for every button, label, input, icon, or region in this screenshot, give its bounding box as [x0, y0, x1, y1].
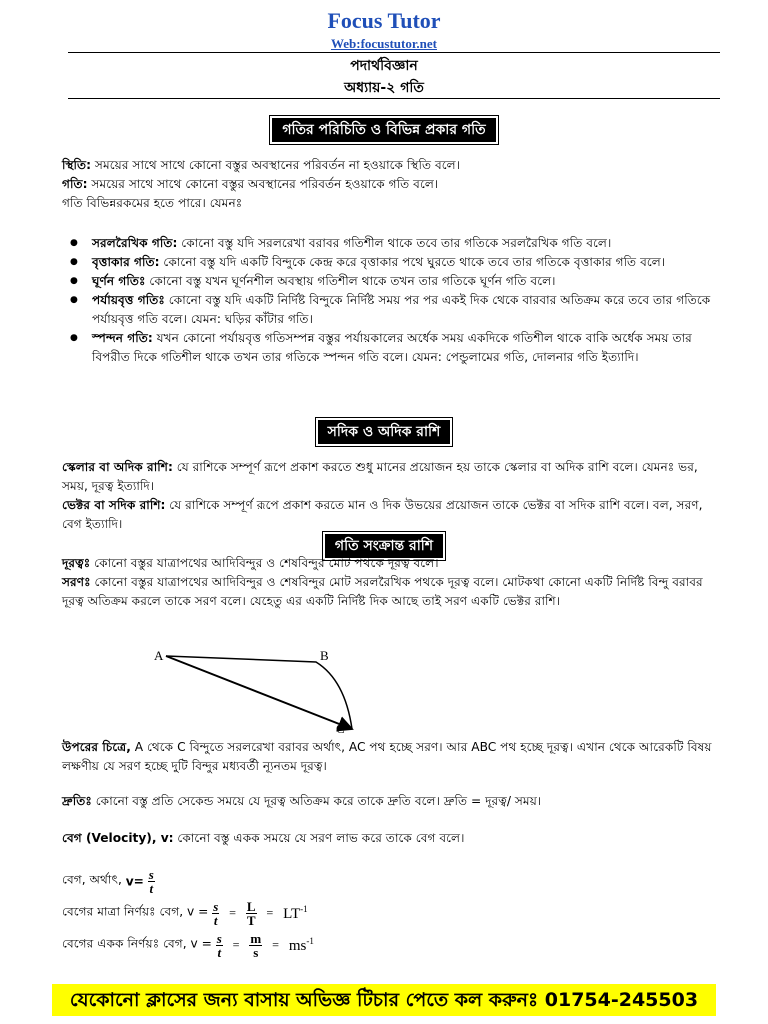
fraction-denominator: t — [217, 945, 222, 960]
fraction-numerator: m — [250, 931, 262, 946]
def-displacement: কোনো বস্তুর যাত্রাপথের আদিবিন্দুর ও শেষবিন্দুর মোট সরলরৈখিক পথকে দূরত্ব বলে। মোটকথা কোনো একটি নির্দিষ্ট বিন্দু বরাবর দূরত্ব অতিক্রম করলে তাকে সরণ বলে। যেহেতু এর একটি নির্দিষ্ট দিক আছে তাই সরণ একটি ভেক্টর রাশি। — [62, 575, 703, 608]
point-c-label: C — [336, 721, 345, 736]
list-item-term: ঘূর্ণন গতিঃ — [92, 274, 146, 288]
def-distance: কোনো বস্তুর যাত্রাপথের আদিবিন্দুর ও শেষবিন্দুর মোট পথকে দূরত্ব বলে। — [90, 556, 439, 570]
list-item-term: বৃত্তাকার গতি: — [92, 255, 160, 269]
equals-sign: = — [232, 938, 240, 952]
displacement-diagram — [140, 640, 380, 740]
list-item-text: কোনো বস্তু যদি সরলরেখা বরাবর গতিশীল থাকে তবে তার গতিকে সরলরৈখিক গতি বলে। — [177, 236, 612, 250]
def-vector: যে রাশিকে সম্পূর্ণ রূপে প্রকাশ করতে মান ও দিক উভয়ের প্রয়োজন তাকে ভেক্টর বা সদিক রাশি বলে। বল, সরণ, বেগ ইত্যাদি। — [62, 498, 703, 531]
unit-base: ms — [288, 938, 307, 954]
fraction-numerator: s — [148, 867, 154, 882]
fraction-s-over-t — [212, 900, 219, 927]
formula3-prefix: বেগের একক নির্ণয়ঃ বেগ, v = — [62, 936, 216, 951]
term-distance: দূরত্বঃ — [62, 556, 91, 570]
term-motion: গতি: — [62, 177, 88, 191]
list-item — [62, 272, 722, 291]
term-velocity: বেগ (Velocity), v: — [62, 831, 174, 845]
formula2-prefix: বেগের মাত্রা নির্ণয়ঃ বেগ, v = — [62, 904, 213, 919]
para-figure-explanation — [62, 738, 722, 776]
dimension-result — [283, 906, 307, 922]
list-item — [62, 253, 722, 272]
unit-exponent: -1 — [306, 936, 314, 946]
formula1-prefix: বেগ, অর্থাৎ, — [62, 872, 126, 887]
equals-sign: = — [272, 938, 279, 952]
unit-result — [289, 938, 314, 954]
fraction-numerator: s — [213, 899, 219, 914]
def-motion: সময়ের সাথে সাথে কোনো বস্তুর অবস্থানের পরিবর্তন হওয়াকে গতি বলে। — [87, 177, 439, 191]
fraction-denominator: t — [149, 881, 154, 896]
def-speed: কোনো বস্তু প্রতি সেকেন্ড সময়ে যে দূরত্ব অতিক্রম করে তাকে দ্রুতি বলে। দ্রুতি = দূরত্ব/ সময়। — [91, 794, 542, 808]
displacement-line-ac — [166, 656, 352, 729]
def-velocity: কোনো বস্তু একক সময়ে যে সরণ লাভ করে তাকে বেগ বলে। — [173, 831, 465, 845]
para-speed — [62, 792, 722, 811]
chapter-title: অধ্যায়-২ গতি — [344, 80, 424, 96]
term-vector: ভেক্টর বা সদিক রাশি: — [62, 498, 166, 512]
def-figure: A থেকে C বিন্দুতে সরলরেখা বরাবর অর্থাৎ, AC পথ হচ্ছে সরণ। আর ABC পথ হচ্ছে দূরত্ব। এখান থেকে আরেকটি বিষয় লক্ষণীয় যে সরণ হচ্ছে দুটি বিন্দুর মধ্যবর্তী ন্যূনতম দূরত্ব। — [62, 740, 712, 773]
para-rest — [62, 156, 722, 175]
point-b-label: B — [320, 648, 329, 663]
website-link[interactable]: Web:focustutor.net — [330, 36, 438, 51]
list-item-text: যখন কোনো পর্যায়বৃত্ত গতিসম্পন্ন বস্তুর পর্যায়কালের অর্ধেক সময় একদিকে গতিশীল থাকে বাকি অর্ধেক সময় তার বিপরীত দিকে গতিশীল থাকে তখন তার গতিকে স্পন্দন গতি বলে। যেমন: পেন্ডুলামের গতি, দোলনার গতি ইত্যাদি। — [92, 331, 692, 364]
list-item-term: সরলরৈখিক গতি: — [92, 236, 178, 250]
section-heading-motion-types: গতির পরিচিতি ও বিভিন্ন প্রকার গতি — [272, 118, 495, 142]
section2-heading-wrap — [0, 420, 768, 444]
formula1-lhs: v= — [125, 874, 144, 889]
term-displacement: সরণঃ — [62, 575, 91, 589]
list-item — [62, 329, 722, 367]
footer-contact-banner[interactable]: যেকোনো ক্লাসের জন্য বাসায় অভিজ্ঞ টিচার পেতে কল করুনঃ 01754-245503 — [69, 989, 699, 1011]
fraction-numerator: s — [216, 931, 222, 946]
para-distance — [62, 554, 722, 573]
fraction-m-over-s — [249, 932, 262, 959]
fraction-numerator: L — [246, 899, 256, 914]
formula-velocity-dimension — [62, 900, 308, 927]
list-item-text: কোনো বস্তু যদি একটি বিন্দুকে কেন্দ্র করে বৃত্তাকার পথে ঘুরতে থাকে তবে তার গতিকে বৃত্তাকার গতি বলে। — [159, 255, 666, 269]
motion-types-list — [62, 234, 722, 367]
def-rest: সময়ের সাথে সাথে কোনো বস্তুর অবস্থানের পরিবর্তন না হওয়াকে স্থিতি বলে। — [91, 158, 461, 172]
para-vector — [62, 496, 722, 534]
equals-sign: = — [229, 906, 236, 920]
fraction-s-over-t — [216, 932, 223, 959]
def-scalar: যে রাশিকে সম্পূর্ণ রূপে প্রকাশ করতে শুধু মানের প্রয়োজন হয় তাকে স্কেলার বা অদিক রাশি বলে। যেমনঃ ভর, সময়, দূরত্ব ইত্যাদি। — [62, 460, 698, 493]
dimension-exponent: -1 — [300, 904, 308, 914]
term-scalar: স্কেলার বা অদিক রাশি: — [62, 460, 173, 474]
dimension-base: LT — [283, 906, 301, 922]
fraction-denominator: T — [246, 913, 256, 928]
brand-title: Focus Tutor — [327, 8, 441, 33]
term-figure: উপরের চিত্রে, — [62, 740, 131, 754]
term-speed: দ্রুতিঃ — [62, 794, 92, 808]
fraction-s-over-t — [148, 868, 155, 895]
para-types-intro: গতি বিভিন্নরকমের হতে পারে। যেমনঃ — [62, 196, 243, 210]
fraction-denominator: s — [253, 945, 259, 960]
point-a-label: A — [154, 648, 164, 663]
fraction-l-over-t — [246, 900, 257, 927]
section-heading-vector-scalar: সদিক ও অদিক রাশি — [318, 420, 451, 444]
list-item-term: স্পন্দন গতি: — [92, 331, 153, 345]
formula-velocity-definition — [62, 868, 155, 895]
para-scalar — [62, 458, 722, 496]
term-rest: স্থিতি: — [62, 158, 92, 172]
para-displacement — [62, 573, 722, 611]
list-item-text: কোনো বস্তু যদি একটি নির্দিষ্ট বিন্দুকে নির্দিষ্ট সময় পর পর একই দিক থেকে বারবার অতিক্রম করে তবে তার গতিকে পর্যায়বৃত্ত গতি বলে। যেমন: ঘড়ির কাঁটার গতি। — [92, 293, 711, 326]
para-velocity — [62, 829, 722, 848]
equals-sign: = — [266, 906, 274, 920]
subject-title: পদার্থবিজ্ঞান — [350, 58, 418, 74]
header-divider-bottom — [68, 98, 720, 99]
fraction-denominator: t — [213, 913, 218, 928]
list-item — [62, 234, 722, 253]
header-divider-top — [68, 52, 720, 53]
list-item-term: পর্যায়বৃত্ত গতিঃ — [92, 293, 165, 307]
section1-heading-wrap — [0, 118, 768, 142]
list-item — [62, 291, 722, 329]
para-motion — [62, 175, 722, 194]
list-item-text: কোনো বস্তু যখন ঘূর্ণনশীল অবস্থায় গতিশীল থাকে তখন তার গতিকে ঘূর্ণন গতি বলে। — [145, 274, 556, 288]
formula-velocity-unit — [62, 932, 314, 959]
section-heading-motion-quantities: গতি সংক্রান্ত রাশি — [325, 534, 443, 558]
